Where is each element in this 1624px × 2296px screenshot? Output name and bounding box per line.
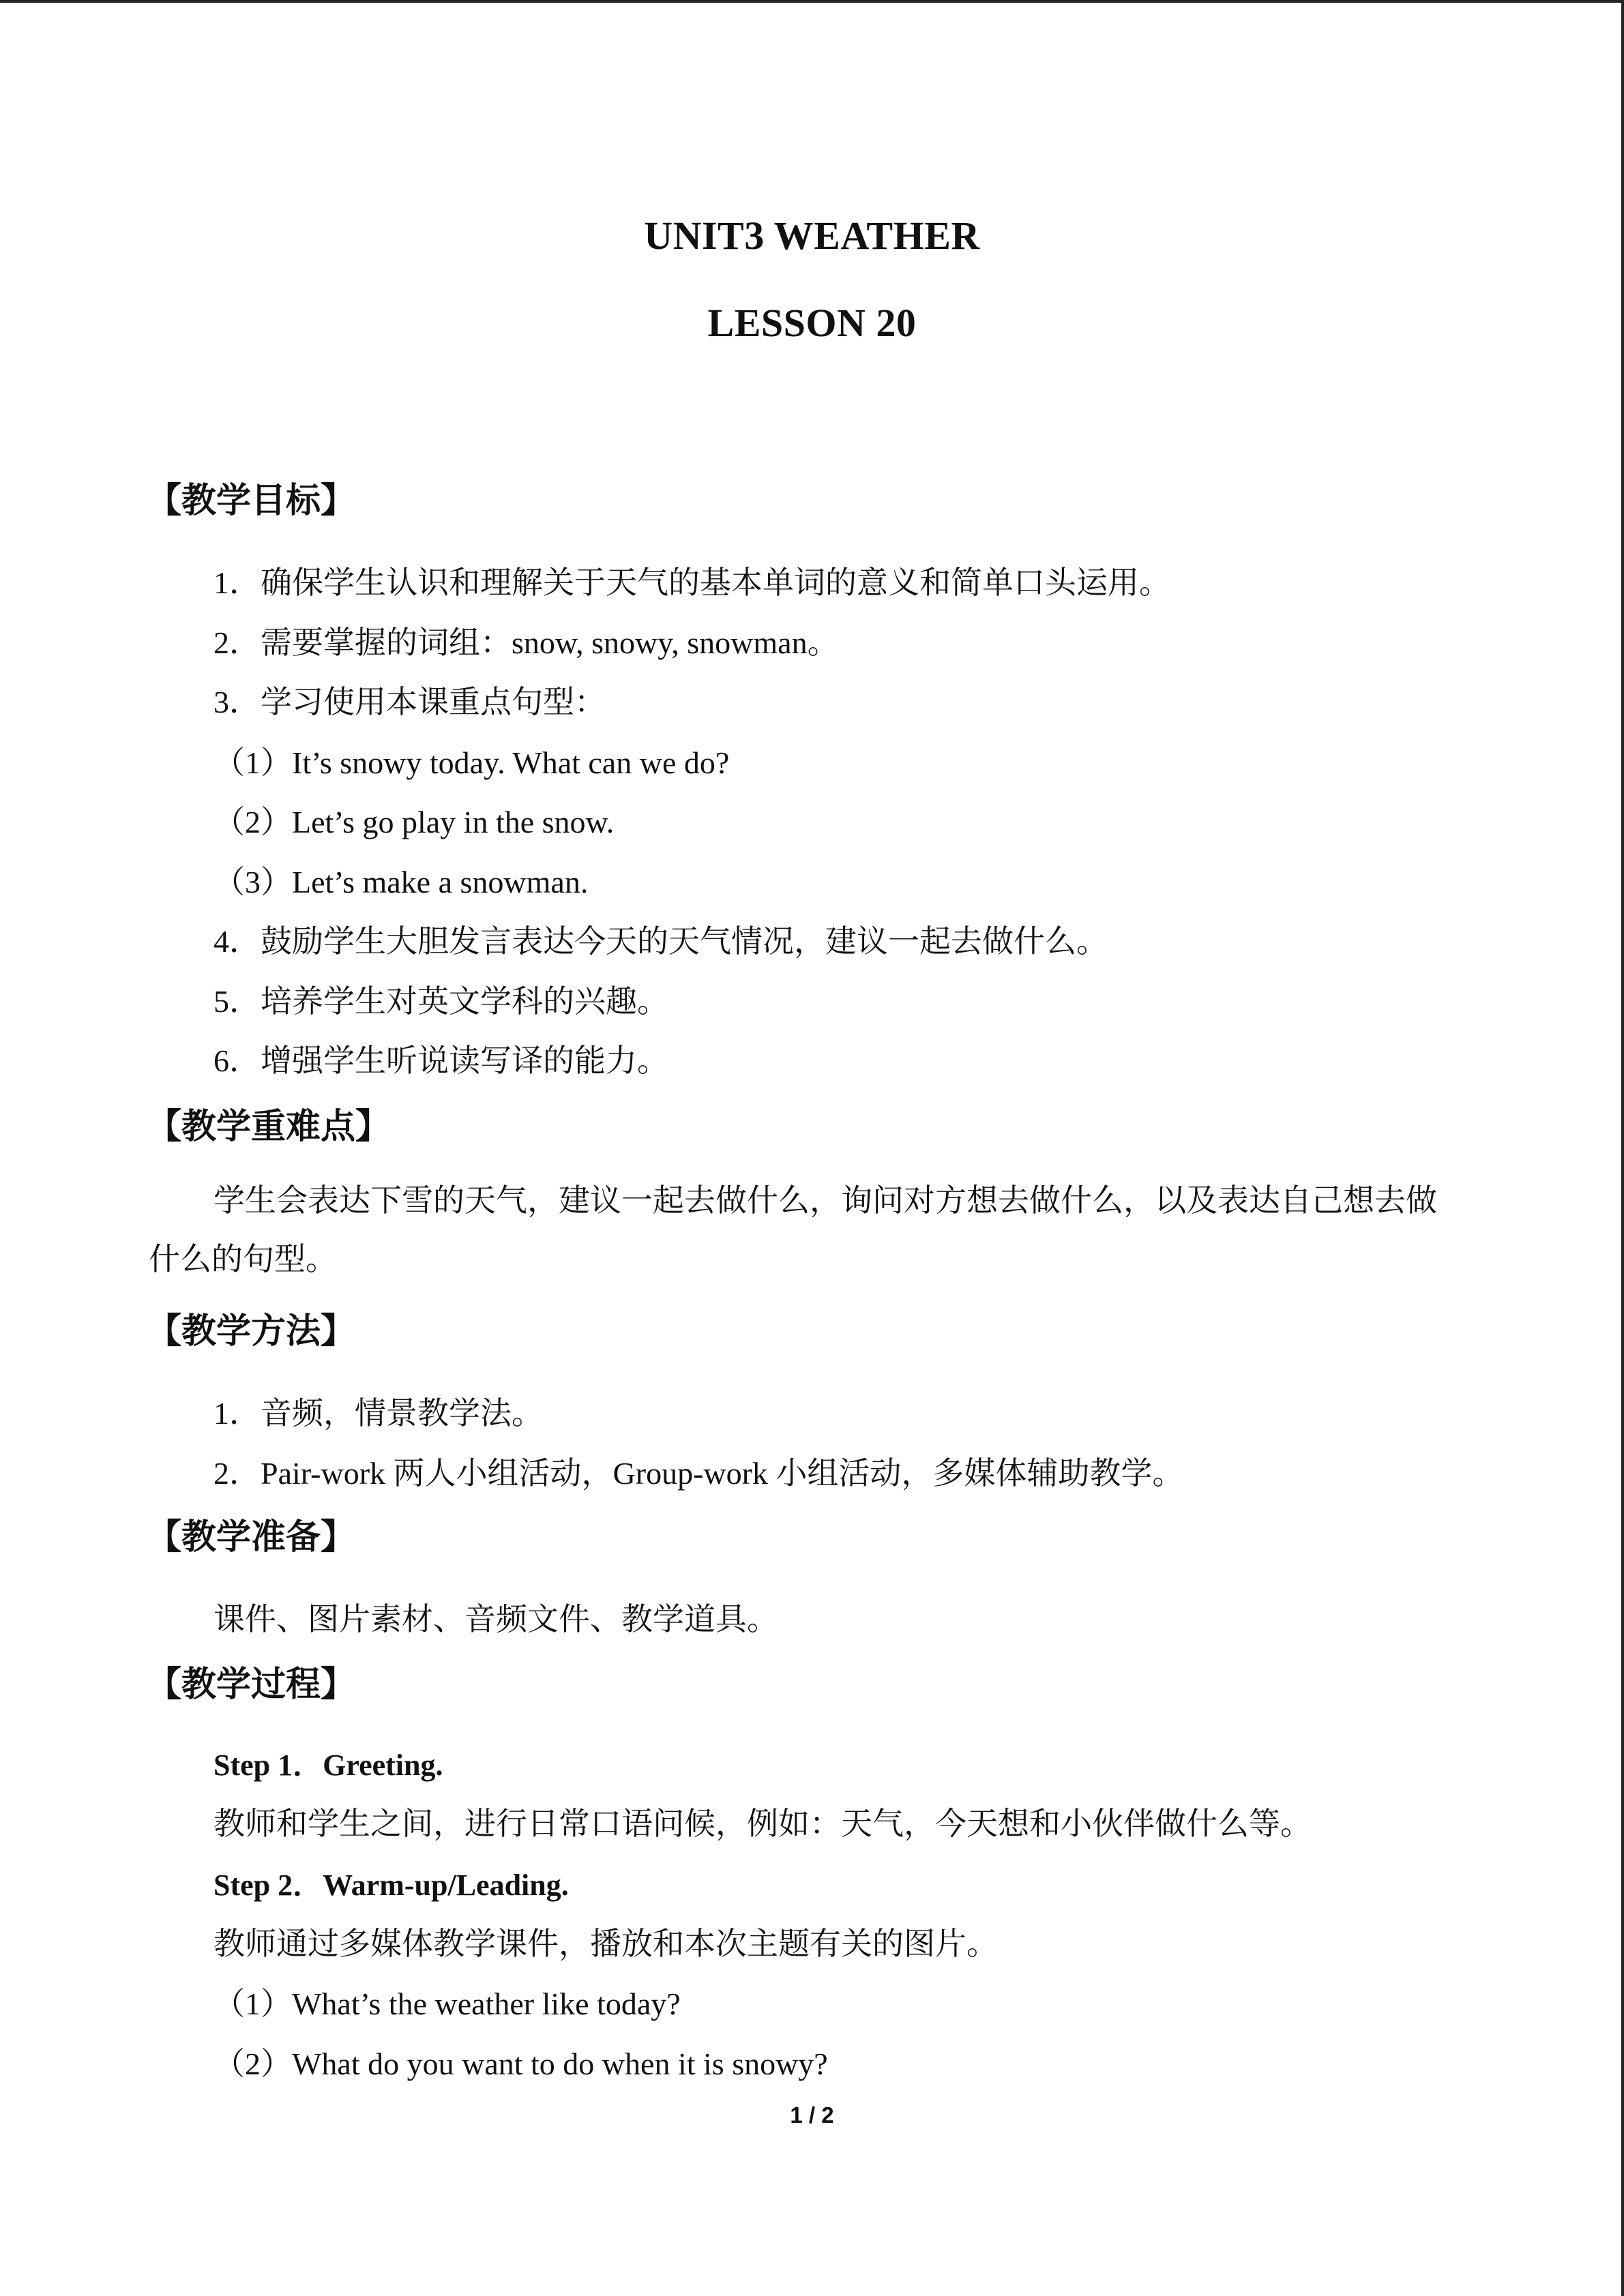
- objective-item: 4．鼓励学生大胆发言表达今天的天气情况，建议一起去做什么。: [213, 924, 1108, 959]
- document-title: UNIT3 WEATHER: [644, 213, 980, 258]
- method-item: 1．音频，情景教学法。: [213, 1396, 543, 1431]
- step-title: Step 1．Greeting.: [213, 1748, 443, 1782]
- step-text: 教师和学生之间，进行日常口语问候，例如：天气，今天想和小伙伴做什么等。: [213, 1806, 1312, 1841]
- objective-subitem: （3）Let’s make a snowman.: [213, 865, 589, 899]
- section-heading-methods: 【教学方法】: [147, 1311, 356, 1352]
- page-top-border: [0, 0, 1624, 3]
- objective-item: 5．培养学生对英文学科的兴趣。: [213, 984, 668, 1019]
- step-title: Step 2．Warm-up/Leading.: [213, 1868, 569, 1902]
- section-heading-key-points: 【教学重难点】: [147, 1107, 391, 1147]
- step-subitem: （1）What’s the weather like today?: [213, 1986, 681, 2021]
- objective-item: 1．确保学生认识和理解关于天气的基本单词的意义和简单口头运用。: [213, 565, 1170, 600]
- key-points-paragraph: 学生会表达下雪的天气，建议一起去做什么，询问对方想去做什么，以及表达自己想去做什么的句型。: [149, 1183, 1437, 1277]
- section-heading-objectives: 【教学目标】: [147, 481, 356, 521]
- objective-subitem: （1）It’s snowy today. What can we do?: [213, 745, 730, 780]
- step-subitem: （2）What do you want to do when it is snowy?: [213, 2046, 828, 2081]
- objective-item: 2．需要掌握的词组：snow, snowy, snowman。: [213, 625, 839, 660]
- page-number: 1 / 2: [790, 2102, 834, 2128]
- section-heading-process: 【教学过程】: [147, 1665, 356, 1705]
- lesson-title: LESSON 20: [707, 301, 917, 345]
- method-item: 2．Pair-work 两人小组活动，Group-work 小组活动，多媒体辅助教学。: [213, 1456, 1184, 1491]
- preparation-text: 课件、图片素材、音频文件、教学道具。: [213, 1602, 778, 1637]
- objective-subitem: （2）Let’s go play in the snow.: [213, 805, 615, 839]
- step-text: 教师通过多媒体教学课件，播放和本次主题有关的图片。: [213, 1926, 998, 1961]
- objective-item: 3．学习使用本课重点句型：: [213, 685, 606, 719]
- objective-item: 6．增强学生听说读写译的能力。: [213, 1043, 668, 1078]
- section-heading-preparation: 【教学准备】: [147, 1517, 356, 1557]
